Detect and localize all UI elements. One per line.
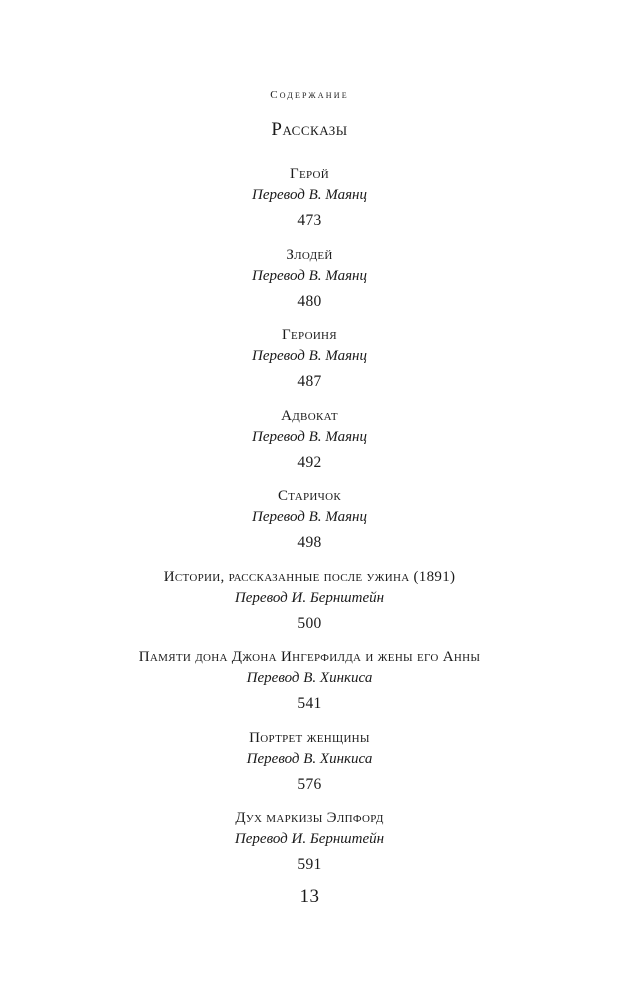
entry-page-number: 498 bbox=[297, 534, 322, 551]
toc-entry bbox=[0, 164, 619, 245]
entry-translator: Перевод В. Маянц bbox=[252, 509, 367, 525]
page-number: 13 bbox=[299, 886, 320, 907]
entry-title: Злодей bbox=[286, 246, 333, 263]
entry-title: Дух маркизы Элпфорд bbox=[235, 810, 384, 826]
entry-title: Герой bbox=[289, 166, 330, 182]
toc-entry bbox=[0, 647, 619, 728]
toc-entry bbox=[0, 808, 619, 889]
entry-translator: Перевод В. Маянц bbox=[252, 187, 367, 203]
entry-translator: Перевод В. Маянц bbox=[252, 348, 367, 364]
entry-translator: Перевод В. Маянц bbox=[252, 428, 367, 445]
entry-page-number: 473 bbox=[297, 212, 322, 229]
entry-title: Портрет женщины bbox=[249, 729, 370, 746]
entry-translator: Перевод И. Бернштейн bbox=[234, 589, 385, 606]
contents-heading: Содержание bbox=[270, 89, 349, 101]
entry-translator: Перевод И. Бернштейн bbox=[234, 831, 385, 847]
entry-title: Адвокат bbox=[281, 407, 338, 424]
entry-title: Памяти дона Джона Ингерфилда и жены его Анны bbox=[138, 649, 481, 665]
entry-page-number: 487 bbox=[297, 373, 322, 390]
toc-entry bbox=[0, 406, 619, 487]
entry-page-number: 492 bbox=[297, 453, 322, 471]
entry-translator: Перевод В. Маянц bbox=[252, 267, 367, 284]
entry-title: Истории, рассказанные после ужина (1891) bbox=[163, 568, 456, 585]
toc-entry bbox=[0, 245, 619, 326]
entry-translator: Перевод В. Хинкиса bbox=[246, 750, 373, 767]
entry-page-number: 480 bbox=[297, 292, 322, 310]
entry-page-number: 541 bbox=[297, 695, 322, 712]
toc-entry bbox=[0, 486, 619, 567]
entry-title: Героиня bbox=[282, 327, 337, 343]
entry-title: Старичок bbox=[277, 488, 341, 504]
toc-entry bbox=[0, 567, 619, 648]
toc-entry bbox=[0, 728, 619, 809]
toc-entry bbox=[0, 325, 619, 406]
section-title: Рассказы bbox=[271, 119, 348, 140]
toc-list bbox=[0, 164, 619, 889]
entry-page-number: 576 bbox=[297, 775, 322, 793]
entry-page-number: 500 bbox=[297, 614, 322, 632]
entry-page-number: 591 bbox=[297, 856, 322, 873]
entry-translator: Перевод В. Хинкиса bbox=[246, 670, 373, 686]
